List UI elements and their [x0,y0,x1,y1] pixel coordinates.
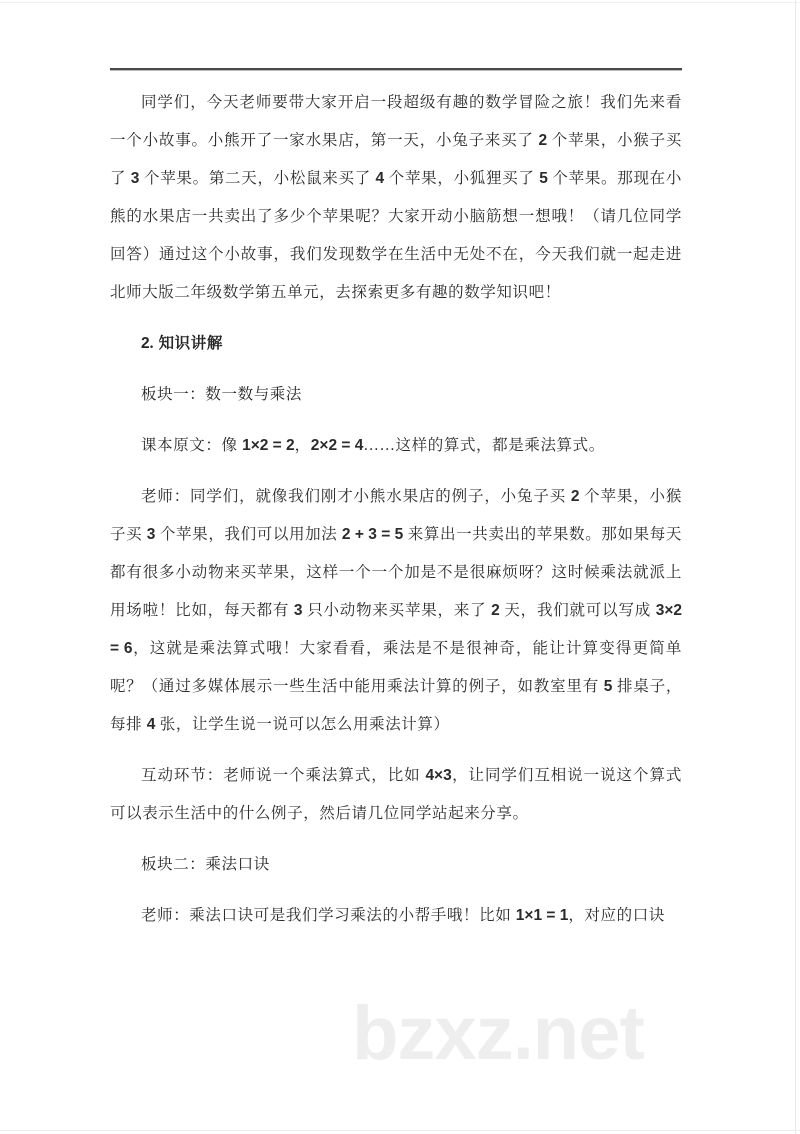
math-run: 4×3 [425,767,452,784]
subsection-heading-block-one: 板块一：数一数与乘法 [141,386,303,403]
math-run: 2 [538,132,548,149]
math-run: 1×2 = 2 [242,437,295,454]
math-run: 5 [603,678,613,695]
math-run: 3 [146,526,156,543]
subsection-heading-block-two: 板块二：乘法口诀 [141,856,270,873]
math-run: 1×1 = 1 [515,907,569,924]
math-run: 4 [375,170,385,187]
page-edge-top [0,2,800,3]
math-run: 2 [570,488,580,505]
teacher-explanation-paragraph: 老师：同学们，就像我们刚才小熊水果店的例子，小兔子买 2 个苹果，小猴子买 3 个苹果，我们可以用加法 2 + 3 = 5 来算出一共卖出的苹果数。那如果每天都有很多小动物来买苹果，这样一个一个加是不是很麻烦呀？这时候乘法就派上用场啦！比如，每天都有 3 只小动物来买苹果，来了 2 天，我们就可以写成 3×2 = 6，这就是乘法算式哦！大家看看，乘法是不是很神奇，能让计算变得更简单呢？（通过多媒体展示一些生活中能用乘法计算的例子，如教室里有 5 排桌子，每排 4 张，让学生说一说可以怎么用乘法计算） [110,488,683,733]
document-body [110,84,682,935]
header-separator-rule [110,68,682,71]
intro-paragraph: 同学们，今天老师要带大家开启一段超级有趣的数学冒险之旅！我们先来看一个小故事。小熊开了一家水果店，第一天，小兔子来买了 2 个苹果，小猴子买了 3 个苹果。第二天，小松鼠来买了 4 个苹果，小狐狸买了 5 个苹果。那现在小熊的水果店一共卖出了多少个苹果呢？大家开动小脑筋想一想哦！（请几位同学回答）通过这个小故事，我们发现数学在生活中无处不在，今天我们就一起走进北师大版二年级数学第五单元，去探索更多有趣的数学知识吧！ [110,94,683,301]
math-run: 2 + 3 = 5 [341,526,404,543]
math-run: 2×2 = 4 [310,437,364,454]
section-heading-knowledge: 2. 知识讲解 [141,335,223,352]
math-run: 3 [293,602,303,619]
page-edge-bottom [0,1130,800,1131]
page-edge-right [795,0,796,1134]
math-run: 2 [141,335,150,352]
math-run: 5 [539,170,548,187]
math-run: 4 [146,716,156,733]
math-run: 2 [491,602,500,619]
math-run: 3 [130,170,140,187]
textbook-quote-paragraph: 课本原文：像 1×2 = 2，2×2 = 4……这样的算式，都是乘法算式。 [141,437,605,454]
math-run: 3×2 = 6 [110,602,682,657]
interactive-activity-paragraph: 互动环节：老师说一个乘法算式，比如 4×3，让同学们互相说一说这个算式可以表示生活中的什么例子，然后请几位同学站起来分享。 [110,767,682,822]
teacher-formula-paragraph: 老师：乘法口诀可是我们学习乘法的小帮手哦！比如 1×1 = 1，对应的口诀 [141,907,665,924]
site-watermark: bzxz.net [352,991,644,1076]
